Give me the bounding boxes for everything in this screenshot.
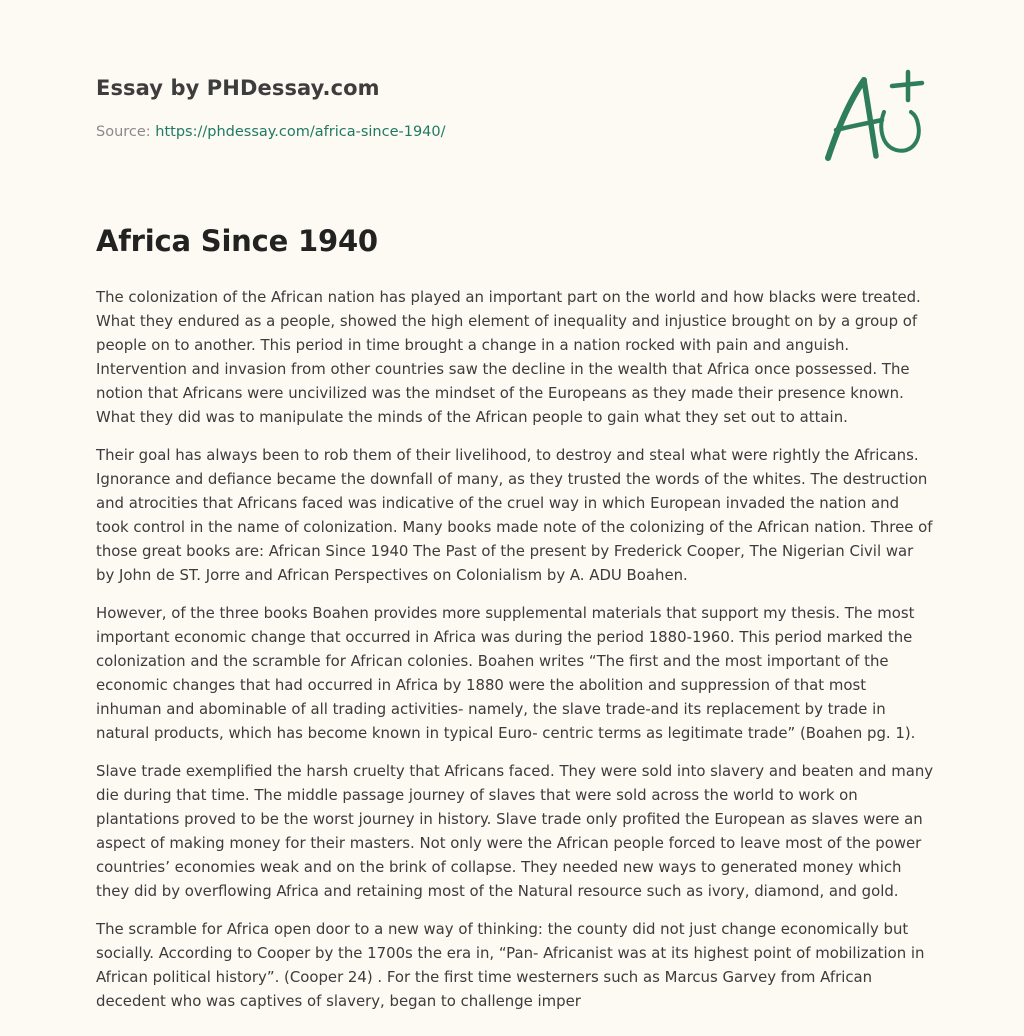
logo-a-right-stroke — [864, 80, 876, 156]
a-plus-logo-icon — [818, 66, 928, 166]
logo-swoosh — [881, 112, 918, 151]
site-title: Essay by PHDessay.com — [96, 76, 380, 100]
essay-paragraph: The colonization of the African nation has played an important part on the world and how blacks were treated. What they endured as a people, showed the high element of inequality and injustice brought on by a group of people on to another. This period in time brought a change in a nation rocked with pain and anguish. Intervention and invasion from other countries saw the decline in the wealth that Africa once possessed. The notion that Africans were uncivilized was the mindset of the Europeans as they made their presence known. What they did was to manipulate the minds of the African people to gain what they set out to attain. — [96, 288, 921, 426]
header — [96, 0, 928, 200]
essay-paragraph: However, of the three books Boahen provides more supplemental materials that support my thesis. The most important economic change that occurred in Africa was during the period 1880-1960. This period marked the colonization and the scramble for African colonies. Boahen writes “The first and the most important of the economic changes that had occurred in Africa by 1880 were the abolition and suppression of that most inhuman and abominable of all trading activities- namely, the slave trade-and its replacement by trade in natural products, which has become known in typical Euro- centric terms as legitimate trade” (Boahen pg. 1). — [96, 604, 916, 742]
essay-paragraph: The scramble for Africa open door to a new way of thinking: the county did not just change economically but socially. According to Cooper by the 1700s the era in, “Pan- Africanist was at its highest point of mobilization in African political history”. (Cooper 24) . For the first time westerners such as Marcus Garvey from African decedent who was captives of slavery, began to challenge imper — [96, 920, 925, 1010]
essay-paragraph: Slave trade exemplified the harsh cruelty that Africans faced. They were sold into slavery and beaten and many die during that time. The middle passage journey of slaves that were sold across the world to work on plantations proved to be the worst journey in history. Slave trade only profited the European as slaves were an aspect of making money for their masters. Not only were the African people forced to leave most of the power countries’ economies weak and on the brink of collapse. They needed new ways to generated money which they did by overflowing Africa and retaining most of the Natural resource such as ivory, diamond, and gold. — [96, 762, 934, 900]
essay-body — [96, 285, 934, 1027]
source-line — [96, 124, 446, 140]
logo-a-left-stroke — [828, 80, 864, 158]
essay-paragraph: Their goal has always been to rob them of their livelihood, to destroy and steal what were rightly the Africans. Ignorance and defiance became the downfall of many, as they trusted the words of the whites. The destruction and atrocities that Africans faced was indicative of the cruel way in which European invaded the nation and took control in the name of colonization. Many books made note of the colonizing of the African nation. Three of those great books are: African Since 1940 The Past of the present by Frederick Cooper, The Nigerian Civil war by John de ST. Jorre and African Perspectives on Colonialism by A. ADU Boahen. — [96, 446, 933, 584]
logo-plus-horizontal — [892, 83, 922, 86]
source-link[interactable]: https://phdessay.com/africa-since-1940/ — [155, 124, 446, 140]
essay-title: Africa Since 1940 — [96, 224, 378, 258]
source-label: Source: — [96, 124, 156, 140]
